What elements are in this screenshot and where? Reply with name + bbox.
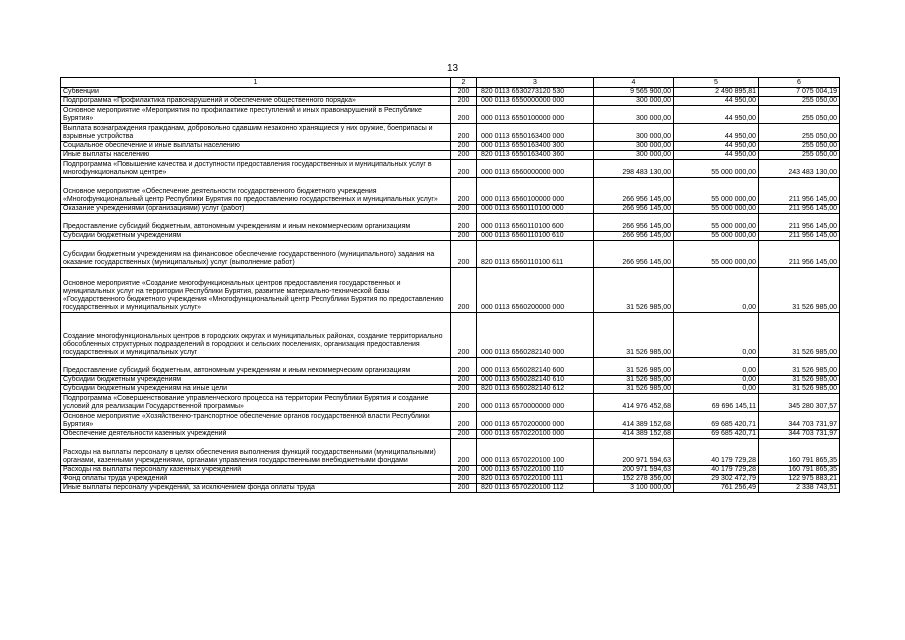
row-line-code-cell: 200: [451, 475, 477, 484]
row-budget-code-cell: 000 0113 6550000000 000: [477, 97, 594, 106]
row-approved-cell: 300 000,00: [594, 124, 674, 142]
table-row: [61, 124, 840, 142]
row-remaining-cell: 31 526 985,00: [759, 385, 840, 394]
row-line-code-cell: 200: [451, 205, 477, 214]
row-approved-cell: 152 278 356,00: [594, 475, 674, 484]
row-remaining-cell: 255 050,00: [759, 124, 840, 142]
header-row: [61, 78, 840, 88]
row-name-cell: Фонд оплаты труда учреждений: [61, 475, 451, 484]
row-name-cell: Субсидии бюджетным учреждениям: [61, 232, 451, 241]
row-remaining-cell: 344 703 731,97: [759, 430, 840, 439]
row-budget-code-cell: 820 0113 6570220100 111: [477, 475, 594, 484]
row-approved-cell: 300 000,00: [594, 97, 674, 106]
table-row: [61, 385, 840, 394]
row-approved-cell: 31 526 985,00: [594, 376, 674, 385]
row-executed-cell: 55 000 000,00: [674, 241, 759, 268]
table-row: [61, 430, 840, 439]
row-remaining-cell: 211 956 145,00: [759, 241, 840, 268]
row-executed-cell: 40 179 729,28: [674, 439, 759, 466]
budget-table: [60, 77, 840, 493]
row-budget-code-cell: 000 0113 6570220100 100: [477, 439, 594, 466]
row-line-code-cell: 200: [451, 178, 477, 205]
row-remaining-cell: 31 526 985,00: [759, 313, 840, 358]
table-row: [61, 205, 840, 214]
row-budget-code-cell: 000 0113 6560100000 000: [477, 178, 594, 205]
column-header: 2: [451, 78, 477, 88]
row-remaining-cell: 255 050,00: [759, 151, 840, 160]
row-line-code-cell: 200: [451, 484, 477, 493]
row-approved-cell: 31 526 985,00: [594, 385, 674, 394]
row-approved-cell: 31 526 985,00: [594, 268, 674, 313]
column-header: 6: [759, 78, 840, 88]
row-line-code-cell: 200: [451, 394, 477, 412]
row-line-code-cell: 200: [451, 160, 477, 178]
row-budget-code-cell: 820 0113 6560110100 611: [477, 241, 594, 268]
table-row: [61, 160, 840, 178]
row-line-code-cell: 200: [451, 214, 477, 232]
row-budget-code-cell: 820 0113 6570220100 112: [477, 484, 594, 493]
row-line-code-cell: 200: [451, 430, 477, 439]
row-remaining-cell: 160 791 865,35: [759, 466, 840, 475]
row-executed-cell: 44 950,00: [674, 151, 759, 160]
table-row: [61, 358, 840, 376]
row-executed-cell: 55 000 000,00: [674, 232, 759, 241]
row-budget-code-cell: 000 0113 6560200000 000: [477, 268, 594, 313]
row-executed-cell: 44 950,00: [674, 124, 759, 142]
row-remaining-cell: 7 075 004,19: [759, 88, 840, 97]
row-line-code-cell: 200: [451, 412, 477, 430]
row-executed-cell: 44 950,00: [674, 142, 759, 151]
table-row: [61, 376, 840, 385]
row-name-cell: Предоставление субсидий бюджетным, автономным учреждениям и иным некоммерческим организациям: [61, 358, 451, 376]
row-line-code-cell: 200: [451, 151, 477, 160]
row-executed-cell: 40 179 729,28: [674, 466, 759, 475]
row-name-cell: Иные выплаты персоналу учреждений, за исключением фонда оплаты труда: [61, 484, 451, 493]
row-executed-cell: 0,00: [674, 358, 759, 376]
row-budget-code-cell: 000 0113 6560000000 000: [477, 160, 594, 178]
row-name-cell: Выплата вознаграждения гражданам, добровольно сдавшим незаконно хранящиеся у них оружие, боеприпасы и взрывные устройства: [61, 124, 451, 142]
row-line-code-cell: 200: [451, 124, 477, 142]
table-row: [61, 151, 840, 160]
row-budget-code-cell: 000 0113 6570000000 000: [477, 394, 594, 412]
row-line-code-cell: 200: [451, 268, 477, 313]
row-approved-cell: 414 976 452,68: [594, 394, 674, 412]
row-budget-code-cell: 000 0113 6560110100 610: [477, 232, 594, 241]
row-remaining-cell: 160 791 865,35: [759, 439, 840, 466]
row-executed-cell: 55 000 000,00: [674, 160, 759, 178]
row-remaining-cell: 211 956 145,00: [759, 205, 840, 214]
row-budget-code-cell: 000 0113 6570220100 110: [477, 466, 594, 475]
row-executed-cell: 0,00: [674, 313, 759, 358]
column-header: 1: [61, 78, 451, 88]
row-name-cell: Субсидии бюджетным учреждениям на финансовое обеспечение государственного (муниципального) задания на оказание государственных (муниципальных) услуг (выполнение работ): [61, 241, 451, 268]
row-remaining-cell: 345 280 307,57: [759, 394, 840, 412]
row-remaining-cell: 31 526 985,00: [759, 268, 840, 313]
row-name-cell: Субвенции: [61, 88, 451, 97]
row-approved-cell: 300 000,00: [594, 151, 674, 160]
row-name-cell: Основное мероприятие «Хозяйственно-транспортное обеспечение органов государственной власти Республики Бурятия»: [61, 412, 451, 430]
row-approved-cell: 266 956 145,00: [594, 205, 674, 214]
table-row: [61, 97, 840, 106]
table-row: [61, 268, 840, 313]
row-name-cell: Обеспечение деятельности казенных учреждений: [61, 430, 451, 439]
row-line-code-cell: 200: [451, 232, 477, 241]
row-line-code-cell: 200: [451, 376, 477, 385]
row-approved-cell: 266 956 145,00: [594, 214, 674, 232]
row-executed-cell: 69 685 420,71: [674, 430, 759, 439]
row-budget-code-cell: 000 0113 6560282140 000: [477, 313, 594, 358]
row-executed-cell: 0,00: [674, 385, 759, 394]
row-line-code-cell: 200: [451, 313, 477, 358]
row-approved-cell: 31 526 985,00: [594, 358, 674, 376]
row-budget-code-cell: 820 0113 6530273120 530: [477, 88, 594, 97]
row-name-cell: Подпрограмма «Повышение качества и доступности предоставления государственных и муниципальных услуг в многофункциональном центре»: [61, 160, 451, 178]
row-name-cell: Расходы на выплаты персоналу казенных учреждений: [61, 466, 451, 475]
row-remaining-cell: 211 956 145,00: [759, 214, 840, 232]
row-executed-cell: 761 256,49: [674, 484, 759, 493]
table-row: [61, 313, 840, 358]
row-name-cell: Создание многофункциональных центров в городских округах и муниципальных районах, создание территориально обособленных структурных подразделений в городских и сельских поселениях, организация предоставления государственных и муниципальных услуг: [61, 313, 451, 358]
row-executed-cell: 55 000 000,00: [674, 205, 759, 214]
row-remaining-cell: 255 050,00: [759, 142, 840, 151]
row-name-cell: Субсидии бюджетным учреждениям на иные цели: [61, 385, 451, 394]
row-approved-cell: 298 483 130,00: [594, 160, 674, 178]
row-budget-code-cell: 000 0113 6550163400 300: [477, 142, 594, 151]
row-executed-cell: 0,00: [674, 268, 759, 313]
row-approved-cell: 266 956 145,00: [594, 232, 674, 241]
row-executed-cell: 0,00: [674, 376, 759, 385]
row-name-cell: Субсидии бюджетным учреждениям: [61, 376, 451, 385]
row-budget-code-cell: 000 0113 6550100000 000: [477, 106, 594, 124]
row-remaining-cell: 344 703 731,97: [759, 412, 840, 430]
row-executed-cell: 29 302 472,79: [674, 475, 759, 484]
row-approved-cell: 300 000,00: [594, 106, 674, 124]
row-remaining-cell: 31 526 985,00: [759, 376, 840, 385]
table-row: [61, 466, 840, 475]
row-remaining-cell: 255 050,00: [759, 106, 840, 124]
row-line-code-cell: 200: [451, 439, 477, 466]
row-executed-cell: 2 490 895,81: [674, 88, 759, 97]
table-row: [61, 232, 840, 241]
row-name-cell: Иные выплаты населению: [61, 151, 451, 160]
row-name-cell: Подпрограмма «Профилактика правонарушений и обеспечение общественного порядка»: [61, 97, 451, 106]
row-approved-cell: 3 100 000,00: [594, 484, 674, 493]
row-line-code-cell: 200: [451, 241, 477, 268]
table-row: [61, 475, 840, 484]
row-approved-cell: 266 956 145,00: [594, 178, 674, 205]
row-executed-cell: 69 685 420,71: [674, 412, 759, 430]
table-row: [61, 394, 840, 412]
table-row: [61, 106, 840, 124]
row-remaining-cell: 255 050,00: [759, 97, 840, 106]
row-remaining-cell: 31 526 985,00: [759, 358, 840, 376]
column-header: 5: [674, 78, 759, 88]
row-line-code-cell: 200: [451, 385, 477, 394]
row-name-cell: Основное мероприятие «Создание многофункциональных центров предоставления государственных и муниципальных услуг на территории Республики Бурятия, развитие материально-технической базы «Государственного бюджетного учреждения «Многофункциональный центр Республики Бурятия по предоставлению государственных и муниципальных услуг»: [61, 268, 451, 313]
row-remaining-cell: 211 956 145,00: [759, 232, 840, 241]
table-row: [61, 241, 840, 268]
row-name-cell: Основное мероприятие «Обеспечение деятельности государственного бюджетного учреждения «Многофункциональный центр Республики Бурятия по предоставлению государственных и муниципальных услуг»: [61, 178, 451, 205]
row-name-cell: Расходы на выплаты персоналу в целях обеспечения выполнения функций государственными (муниципальными) органами, казенными учреждениями, органами управления государственными внебюджетными фондами: [61, 439, 451, 466]
row-approved-cell: 414 389 152,68: [594, 430, 674, 439]
row-name-cell: Основное мероприятие «Мероприятия по профилактике преступлений и иных правонарушений в Республике Бурятия»: [61, 106, 451, 124]
row-executed-cell: 55 000 000,00: [674, 178, 759, 205]
row-approved-cell: 9 565 900,00: [594, 88, 674, 97]
row-remaining-cell: 122 975 883,21: [759, 475, 840, 484]
table-row: [61, 178, 840, 205]
column-header: 3: [477, 78, 594, 88]
table-row: [61, 142, 840, 151]
row-budget-code-cell: 000 0113 6570200000 000: [477, 412, 594, 430]
row-line-code-cell: 200: [451, 88, 477, 97]
row-line-code-cell: 200: [451, 97, 477, 106]
row-executed-cell: 44 950,00: [674, 97, 759, 106]
row-budget-code-cell: 000 0113 6560282140 600: [477, 358, 594, 376]
row-approved-cell: 266 956 145,00: [594, 241, 674, 268]
page-number: 13: [446, 63, 459, 74]
column-header: 4: [594, 78, 674, 88]
row-budget-code-cell: 000 0113 6560110100 000: [477, 205, 594, 214]
row-budget-code-cell: 000 0113 6550163400 000: [477, 124, 594, 142]
row-line-code-cell: 200: [451, 142, 477, 151]
row-name-cell: Социальное обеспечение и иные выплаты населению: [61, 142, 451, 151]
row-executed-cell: 44 950,00: [674, 106, 759, 124]
table-row: [61, 412, 840, 430]
row-budget-code-cell: 820 0113 6550163400 360: [477, 151, 594, 160]
row-approved-cell: 300 000,00: [594, 142, 674, 151]
row-budget-code-cell: 000 0113 6570220100 000: [477, 430, 594, 439]
row-line-code-cell: 200: [451, 106, 477, 124]
row-line-code-cell: 200: [451, 358, 477, 376]
row-remaining-cell: 243 483 130,00: [759, 160, 840, 178]
row-executed-cell: 55 000 000,00: [674, 214, 759, 232]
row-approved-cell: 200 971 594,63: [594, 439, 674, 466]
row-approved-cell: 200 971 594,63: [594, 466, 674, 475]
row-name-cell: Оказание учреждениями (организациями) услуг (работ): [61, 205, 451, 214]
row-executed-cell: 69 696 145,11: [674, 394, 759, 412]
row-approved-cell: 414 389 152,68: [594, 412, 674, 430]
row-remaining-cell: 2 338 743,51: [759, 484, 840, 493]
row-remaining-cell: 211 956 145,00: [759, 178, 840, 205]
row-approved-cell: 31 526 985,00: [594, 313, 674, 358]
row-budget-code-cell: 820 0113 6560282140 612: [477, 385, 594, 394]
table-row: [61, 214, 840, 232]
row-name-cell: Предоставление субсидий бюджетным, автономным учреждениям и иным некоммерческим организациям: [61, 214, 451, 232]
table-row: [61, 88, 840, 97]
table-row: [61, 484, 840, 493]
table-row: [61, 439, 840, 466]
row-name-cell: Подпрограмма «Совершенствование управленческого процесса на территории Республики Бурятия и создание условий для реализации Государственной программы»: [61, 394, 451, 412]
row-line-code-cell: 200: [451, 466, 477, 475]
row-budget-code-cell: 000 0113 6560282140 610: [477, 376, 594, 385]
row-budget-code-cell: 000 0113 6560110100 600: [477, 214, 594, 232]
